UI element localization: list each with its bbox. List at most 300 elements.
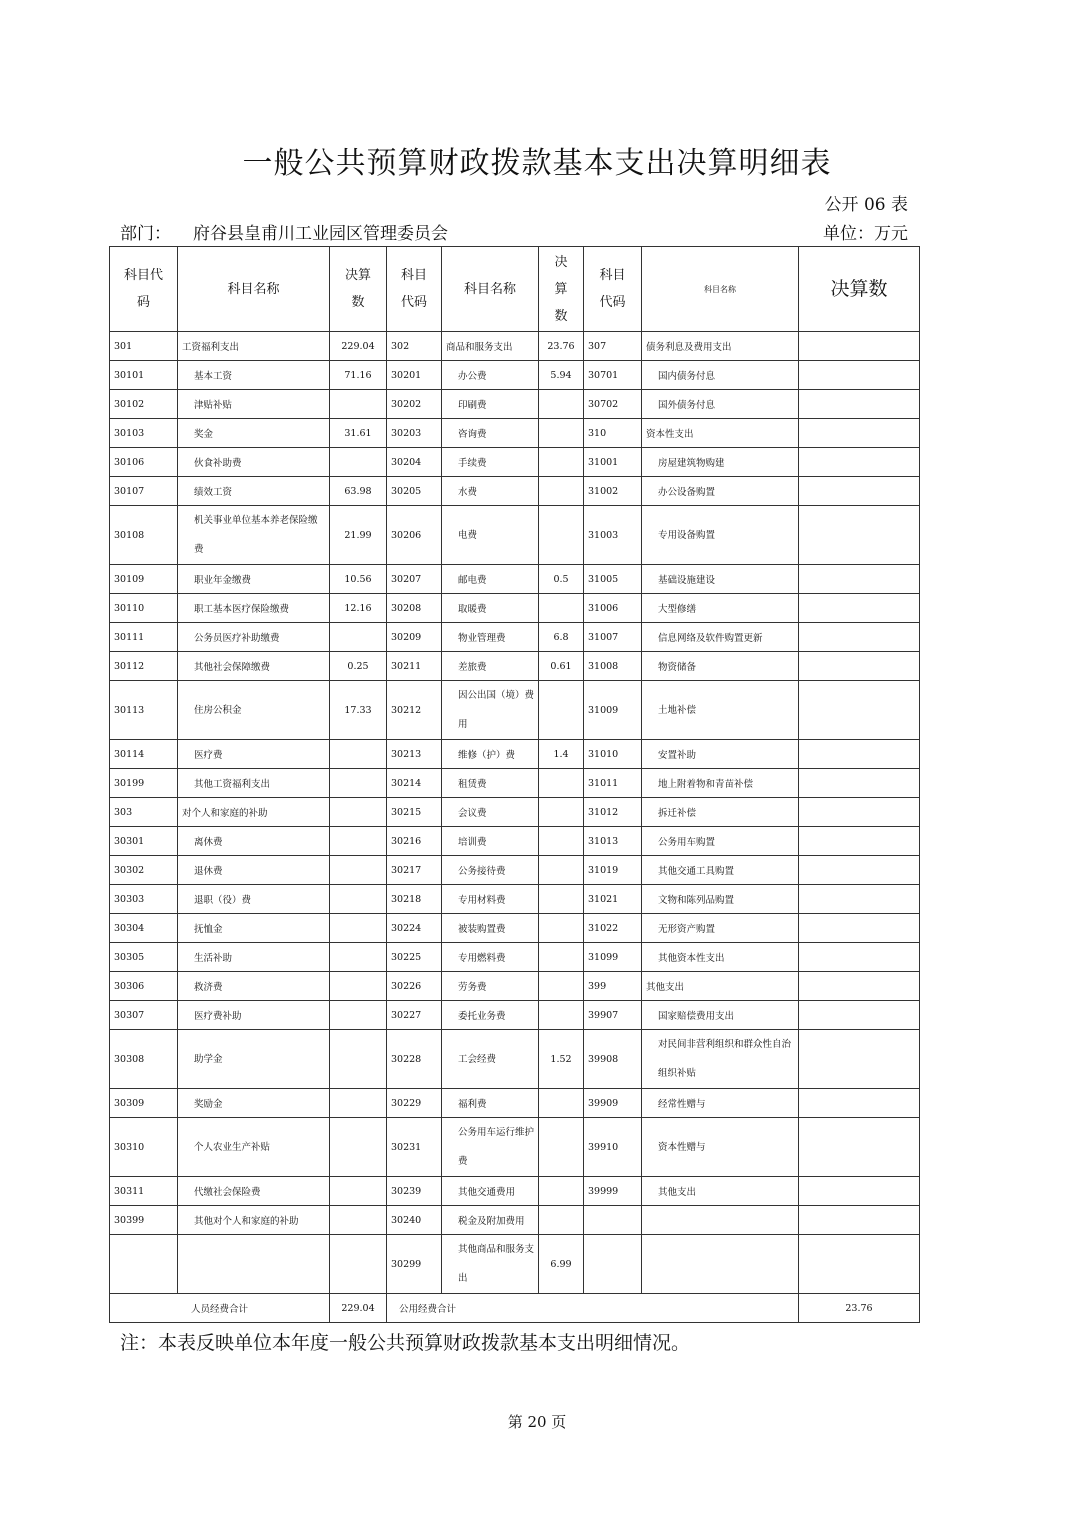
- item-name-1: 职业年金缴费: [178, 565, 330, 594]
- item-name-3: 国外债务付息: [642, 390, 799, 419]
- public-total-value: 23.76: [799, 1294, 920, 1323]
- item-name-1: 奖励金: [178, 1089, 330, 1118]
- item-code-2: 30239: [387, 1177, 442, 1206]
- item-code-3: 31002: [584, 477, 642, 506]
- table-row: [110, 332, 920, 361]
- table-row: [110, 914, 920, 943]
- item-name-3: 国家赔偿费用支出: [642, 1001, 799, 1030]
- item-name-3: 资本性支出: [642, 419, 799, 448]
- item-name-1: 津贴补贴: [178, 390, 330, 419]
- item-name-2: 差旅费: [442, 652, 539, 681]
- item-code-1: 30305: [110, 943, 178, 972]
- item-name-2: 手续费: [442, 448, 539, 477]
- item-amount-2: 0.61: [539, 652, 584, 681]
- item-code-3: 31099: [584, 943, 642, 972]
- department-label: 部门：: [120, 224, 171, 244]
- item-name-2: 物业管理费: [442, 623, 539, 652]
- item-code-2: 30206: [387, 506, 442, 565]
- item-code-3: 31011: [584, 769, 642, 798]
- table-row: [110, 1177, 920, 1206]
- item-amount-1: [330, 769, 387, 798]
- item-amount-3: [799, 594, 920, 623]
- item-code-2: 30214: [387, 769, 442, 798]
- item-amount-2: [539, 972, 584, 1001]
- item-code-3: 310: [584, 419, 642, 448]
- item-amount-1: [330, 1118, 387, 1177]
- item-name-2: 其他交通费用: [442, 1177, 539, 1206]
- item-name-3: 拆迁补偿: [642, 798, 799, 827]
- item-amount-3: [799, 885, 920, 914]
- item-code-2: 30207: [387, 565, 442, 594]
- item-amount-2: 23.76: [539, 332, 584, 361]
- item-code-3: 31005: [584, 565, 642, 594]
- item-amount-2: [539, 477, 584, 506]
- item-code-3: 31022: [584, 914, 642, 943]
- item-amount-3: [799, 1001, 920, 1030]
- item-code-3: 307: [584, 332, 642, 361]
- item-code-2: 30225: [387, 943, 442, 972]
- item-name-2: 因公出国（境）费用: [442, 681, 539, 740]
- item-amount-2: [539, 827, 584, 856]
- table-row: [110, 506, 920, 565]
- item-code-3: 31009: [584, 681, 642, 740]
- item-amount-2: [539, 798, 584, 827]
- item-amount-3: [799, 419, 920, 448]
- item-code-2: 30218: [387, 885, 442, 914]
- item-amount-1: [330, 972, 387, 1001]
- item-code-1: 30306: [110, 972, 178, 1001]
- table-row: [110, 1001, 920, 1030]
- item-name-3: 专用设备购置: [642, 506, 799, 565]
- item-name-2: 邮电费: [442, 565, 539, 594]
- item-name-1: 职工基本医疗保险缴费: [178, 594, 330, 623]
- totals-row: [110, 1294, 920, 1323]
- table-row: [110, 1206, 920, 1235]
- item-amount-1: [330, 914, 387, 943]
- item-amount-2: 1.52: [539, 1030, 584, 1089]
- item-amount-3: [799, 1118, 920, 1177]
- item-name-2: 会议费: [442, 798, 539, 827]
- item-amount-3: [799, 623, 920, 652]
- item-amount-2: [539, 1001, 584, 1030]
- item-code-2: 30213: [387, 740, 442, 769]
- item-amount-1: 63.98: [330, 477, 387, 506]
- item-name-1: 其他社会保障缴费: [178, 652, 330, 681]
- item-amount-2: [539, 914, 584, 943]
- item-amount-1: [330, 943, 387, 972]
- item-code-1: 30113: [110, 681, 178, 740]
- item-amount-1: [330, 1030, 387, 1089]
- item-code-1: 30103: [110, 419, 178, 448]
- table-row: [110, 1030, 920, 1089]
- item-amount-1: 17.33: [330, 681, 387, 740]
- item-name-1: 住房公积金: [178, 681, 330, 740]
- item-name-2: 劳务费: [442, 972, 539, 1001]
- item-amount-1: [330, 1206, 387, 1235]
- item-code-2: 30224: [387, 914, 442, 943]
- item-amount-1: [330, 390, 387, 419]
- item-name-2: 福利费: [442, 1089, 539, 1118]
- item-amount-2: [539, 769, 584, 798]
- item-name-3: 对民间非营利组织和群众性自治组织补贴: [642, 1030, 799, 1089]
- item-code-1: 30106: [110, 448, 178, 477]
- item-amount-1: [330, 740, 387, 769]
- item-amount-2: 6.8: [539, 623, 584, 652]
- item-amount-3: [799, 856, 920, 885]
- item-code-2: 30226: [387, 972, 442, 1001]
- item-code-1: 30304: [110, 914, 178, 943]
- item-code-2: 30227: [387, 1001, 442, 1030]
- item-name-3: 其他支出: [642, 972, 799, 1001]
- item-code-3: 31012: [584, 798, 642, 827]
- item-name-1: 公务员医疗补助缴费: [178, 623, 330, 652]
- item-name-3: 安置补助: [642, 740, 799, 769]
- page-number: 第 20 页: [507, 1413, 567, 1431]
- item-name-1: 医疗费: [178, 740, 330, 769]
- header-name-3: 科目名称: [642, 247, 799, 332]
- item-name-3: 地上附着物和青苗补偿: [642, 769, 799, 798]
- item-name-1: 个人农业生产补贴: [178, 1118, 330, 1177]
- item-code-2: 30215: [387, 798, 442, 827]
- item-name-2: 咨询费: [442, 419, 539, 448]
- item-amount-2: [539, 1177, 584, 1206]
- item-code-1: 30199: [110, 769, 178, 798]
- table-number: 公开 06 表: [824, 195, 908, 215]
- table-row: [110, 681, 920, 740]
- item-amount-2: [539, 1089, 584, 1118]
- item-name-2: 委托业务费: [442, 1001, 539, 1030]
- item-name-1: 工资福利支出: [178, 332, 330, 361]
- item-amount-1: 21.99: [330, 506, 387, 565]
- item-code-2: 30203: [387, 419, 442, 448]
- item-name-2: 税金及附加费用: [442, 1206, 539, 1235]
- item-code-3: 31008: [584, 652, 642, 681]
- item-name-3: 其他交通工具购置: [642, 856, 799, 885]
- item-amount-3: [799, 565, 920, 594]
- item-code-1: 30309: [110, 1089, 178, 1118]
- item-amount-2: [539, 856, 584, 885]
- item-code-1: 30310: [110, 1118, 178, 1177]
- item-code-1: [110, 1235, 178, 1294]
- table-row: [110, 885, 920, 914]
- table-row: [110, 740, 920, 769]
- item-amount-1: 10.56: [330, 565, 387, 594]
- header-row: [110, 247, 920, 332]
- item-name-2: 维修（护）费: [442, 740, 539, 769]
- item-code-1: 30108: [110, 506, 178, 565]
- item-name-2: 电费: [442, 506, 539, 565]
- item-code-2: 30217: [387, 856, 442, 885]
- item-code-2: 30202: [387, 390, 442, 419]
- item-name-3: 土地补偿: [642, 681, 799, 740]
- item-code-3: 39910: [584, 1118, 642, 1177]
- expenditure-detail-table: [109, 246, 920, 1323]
- department-line: [120, 219, 448, 244]
- item-code-1: 30112: [110, 652, 178, 681]
- item-amount-3: [799, 1235, 920, 1294]
- item-amount-3: [799, 740, 920, 769]
- item-amount-3: [799, 1089, 920, 1118]
- item-code-3: 31021: [584, 885, 642, 914]
- table-row: [110, 594, 920, 623]
- table-row: [110, 419, 920, 448]
- item-name-3: 无形资产购置: [642, 914, 799, 943]
- item-code-3: [584, 1206, 642, 1235]
- item-amount-1: 12.16: [330, 594, 387, 623]
- item-amount-3: [799, 1206, 920, 1235]
- item-name-2: 印刷费: [442, 390, 539, 419]
- item-amount-1: [330, 1235, 387, 1294]
- item-code-2: 30229: [387, 1089, 442, 1118]
- item-name-2: 培训费: [442, 827, 539, 856]
- header-name-2: 科目名称: [442, 247, 539, 332]
- item-amount-3: [799, 332, 920, 361]
- item-name-1: 伙食补助费: [178, 448, 330, 477]
- item-code-1: 30110: [110, 594, 178, 623]
- item-name-2: 商品和服务支出: [442, 332, 539, 361]
- table-row: [110, 798, 920, 827]
- item-code-1: 301: [110, 332, 178, 361]
- item-code-2: 30299: [387, 1235, 442, 1294]
- item-code-1: 30307: [110, 1001, 178, 1030]
- table-row: [110, 361, 920, 390]
- table-note: 注：本表反映单位本年度一般公共预算财政拨款基本支出明细情况。: [120, 1332, 691, 1354]
- item-name-3: 物资储备: [642, 652, 799, 681]
- item-amount-2: [539, 885, 584, 914]
- item-amount-3: [799, 914, 920, 943]
- item-amount-2: 1.4: [539, 740, 584, 769]
- item-code-3: 31019: [584, 856, 642, 885]
- table-row: [110, 390, 920, 419]
- item-amount-3: [799, 361, 920, 390]
- item-amount-2: [539, 390, 584, 419]
- item-code-2: 30240: [387, 1206, 442, 1235]
- item-amount-3: [799, 681, 920, 740]
- item-name-2: 其他商品和服务支出: [442, 1235, 539, 1294]
- item-name-1: 退职（役）费: [178, 885, 330, 914]
- table-row: [110, 1089, 920, 1118]
- table-row: [110, 943, 920, 972]
- item-name-3: 债务利息及费用支出: [642, 332, 799, 361]
- item-name-3: 其他资本性支出: [642, 943, 799, 972]
- table-row: [110, 448, 920, 477]
- table-row: [110, 623, 920, 652]
- item-amount-2: [539, 594, 584, 623]
- item-amount-3: [799, 390, 920, 419]
- item-code-2: 30209: [387, 623, 442, 652]
- item-name-2: 工会经费: [442, 1030, 539, 1089]
- personnel-total-label: 人员经费合计: [110, 1294, 330, 1323]
- item-code-1: 30399: [110, 1206, 178, 1235]
- item-name-2: 公务接待费: [442, 856, 539, 885]
- item-name-2: 公务用车运行维护费: [442, 1118, 539, 1177]
- totals-section: [110, 1294, 920, 1323]
- item-amount-3: [799, 827, 920, 856]
- header-code-3: 科目 代码: [584, 247, 642, 332]
- item-amount-2: 6.99: [539, 1235, 584, 1294]
- item-code-2: 30208: [387, 594, 442, 623]
- item-name-3: 办公设备购置: [642, 477, 799, 506]
- item-code-1: 30302: [110, 856, 178, 885]
- item-amount-1: 71.16: [330, 361, 387, 390]
- item-amount-1: [330, 448, 387, 477]
- item-code-3: 31007: [584, 623, 642, 652]
- item-name-2: 水费: [442, 477, 539, 506]
- item-name-3: 国内债务付息: [642, 361, 799, 390]
- header-amount-1: 决算 数: [330, 247, 387, 332]
- item-amount-2: [539, 506, 584, 565]
- item-name-1: 机关事业单位基本养老保险缴费: [178, 506, 330, 565]
- unit-label: 单位：万元: [823, 224, 908, 244]
- table-row: [110, 972, 920, 1001]
- item-amount-1: 31.61: [330, 419, 387, 448]
- item-code-1: 30311: [110, 1177, 178, 1206]
- item-code-1: 30301: [110, 827, 178, 856]
- header-amount-2: 决 算 数: [539, 247, 584, 332]
- item-name-1: 绩效工资: [178, 477, 330, 506]
- item-name-1: 奖金: [178, 419, 330, 448]
- item-amount-3: [799, 477, 920, 506]
- item-amount-2: [539, 419, 584, 448]
- item-name-2: 取暖费: [442, 594, 539, 623]
- header-code-1: 科目代 码: [110, 247, 178, 332]
- item-code-3: 31003: [584, 506, 642, 565]
- item-name-3: 基础设施建设: [642, 565, 799, 594]
- page-title: 一般公共预算财政拨款基本支出决算明细表: [242, 146, 832, 181]
- item-name-1: 退休费: [178, 856, 330, 885]
- item-code-3: 31006: [584, 594, 642, 623]
- table-row: [110, 856, 920, 885]
- item-name-3: 经常性赠与: [642, 1089, 799, 1118]
- personnel-total-value: 229.04: [330, 1294, 387, 1323]
- item-amount-3: [799, 652, 920, 681]
- item-amount-2: [539, 1206, 584, 1235]
- item-name-1: 离休费: [178, 827, 330, 856]
- item-amount-3: [799, 972, 920, 1001]
- item-name-1: 医疗费补助: [178, 1001, 330, 1030]
- item-code-3: [584, 1235, 642, 1294]
- item-name-1: 助学金: [178, 1030, 330, 1089]
- item-code-2: 30216: [387, 827, 442, 856]
- table-row: [110, 827, 920, 856]
- item-amount-1: [330, 1001, 387, 1030]
- item-name-1: 基本工资: [178, 361, 330, 390]
- item-code-3: 31010: [584, 740, 642, 769]
- item-name-3: 资本性赠与: [642, 1118, 799, 1177]
- item-code-2: 30205: [387, 477, 442, 506]
- item-amount-3: [799, 943, 920, 972]
- item-code-1: 30303: [110, 885, 178, 914]
- item-code-3: 31013: [584, 827, 642, 856]
- item-code-3: 31001: [584, 448, 642, 477]
- item-name-1: 抚恤金: [178, 914, 330, 943]
- item-code-1: 30102: [110, 390, 178, 419]
- item-amount-3: [799, 506, 920, 565]
- item-amount-2: [539, 681, 584, 740]
- item-amount-2: 5.94: [539, 361, 584, 390]
- item-code-2: 30211: [387, 652, 442, 681]
- item-name-1: 救济费: [178, 972, 330, 1001]
- item-code-2: 30201: [387, 361, 442, 390]
- item-name-1: 代缴社会保险费: [178, 1177, 330, 1206]
- item-code-1: 303: [110, 798, 178, 827]
- header-amount-3: 决算数: [799, 247, 920, 332]
- header-code-2: 科目 代码: [387, 247, 442, 332]
- table-body: [110, 332, 920, 1294]
- item-amount-2: 0.5: [539, 565, 584, 594]
- item-amount-2: [539, 943, 584, 972]
- item-name-1: 对个人和家庭的补助: [178, 798, 330, 827]
- item-code-3: 30701: [584, 361, 642, 390]
- item-amount-1: [330, 827, 387, 856]
- item-code-2: 30212: [387, 681, 442, 740]
- item-name-3: 大型修缮: [642, 594, 799, 623]
- item-amount-2: [539, 448, 584, 477]
- item-amount-2: [539, 1118, 584, 1177]
- item-amount-3: [799, 1030, 920, 1089]
- department-name: 府谷县皇甫川工业园区管理委员会: [193, 224, 448, 244]
- item-name-3: 信息网络及软件购置更新: [642, 623, 799, 652]
- item-name-2: 专用燃料费: [442, 943, 539, 972]
- item-name-2: 办公费: [442, 361, 539, 390]
- header-name-1: 科目名称: [178, 247, 330, 332]
- item-code-2: 30231: [387, 1118, 442, 1177]
- item-name-2: 租赁费: [442, 769, 539, 798]
- item-name-3: [642, 1235, 799, 1294]
- item-amount-1: 229.04: [330, 332, 387, 361]
- item-code-1: 30111: [110, 623, 178, 652]
- item-code-2: 302: [387, 332, 442, 361]
- item-name-3: 房屋建筑物购建: [642, 448, 799, 477]
- item-name-1: [178, 1235, 330, 1294]
- table-row: [110, 1118, 920, 1177]
- item-name-1: 其他工资福利支出: [178, 769, 330, 798]
- item-amount-1: [330, 1089, 387, 1118]
- item-code-3: 39907: [584, 1001, 642, 1030]
- item-amount-3: [799, 798, 920, 827]
- item-name-1: 生活补助: [178, 943, 330, 972]
- item-code-1: 30114: [110, 740, 178, 769]
- item-code-3: 39908: [584, 1030, 642, 1089]
- item-name-2: 专用材料费: [442, 885, 539, 914]
- table-row: [110, 769, 920, 798]
- item-amount-1: [330, 623, 387, 652]
- item-code-3: 399: [584, 972, 642, 1001]
- item-name-3: 其他支出: [642, 1177, 799, 1206]
- item-code-3: 39999: [584, 1177, 642, 1206]
- item-name-3: 公务用车购置: [642, 827, 799, 856]
- item-code-3: 30702: [584, 390, 642, 419]
- table-row: [110, 565, 920, 594]
- item-amount-1: [330, 798, 387, 827]
- item-code-1: 30308: [110, 1030, 178, 1089]
- item-amount-1: [330, 885, 387, 914]
- item-code-2: 30204: [387, 448, 442, 477]
- item-amount-1: 0.25: [330, 652, 387, 681]
- table-row: [110, 652, 920, 681]
- item-name-2: 被装购置费: [442, 914, 539, 943]
- item-code-1: 30107: [110, 477, 178, 506]
- item-name-3: [642, 1206, 799, 1235]
- public-total-label: 公用经费合计: [387, 1294, 799, 1323]
- item-code-2: 30228: [387, 1030, 442, 1089]
- item-code-3: 39909: [584, 1089, 642, 1118]
- item-amount-3: [799, 448, 920, 477]
- table-row: [110, 477, 920, 506]
- item-name-3: 文物和陈列品购置: [642, 885, 799, 914]
- item-code-1: 30109: [110, 565, 178, 594]
- item-code-1: 30101: [110, 361, 178, 390]
